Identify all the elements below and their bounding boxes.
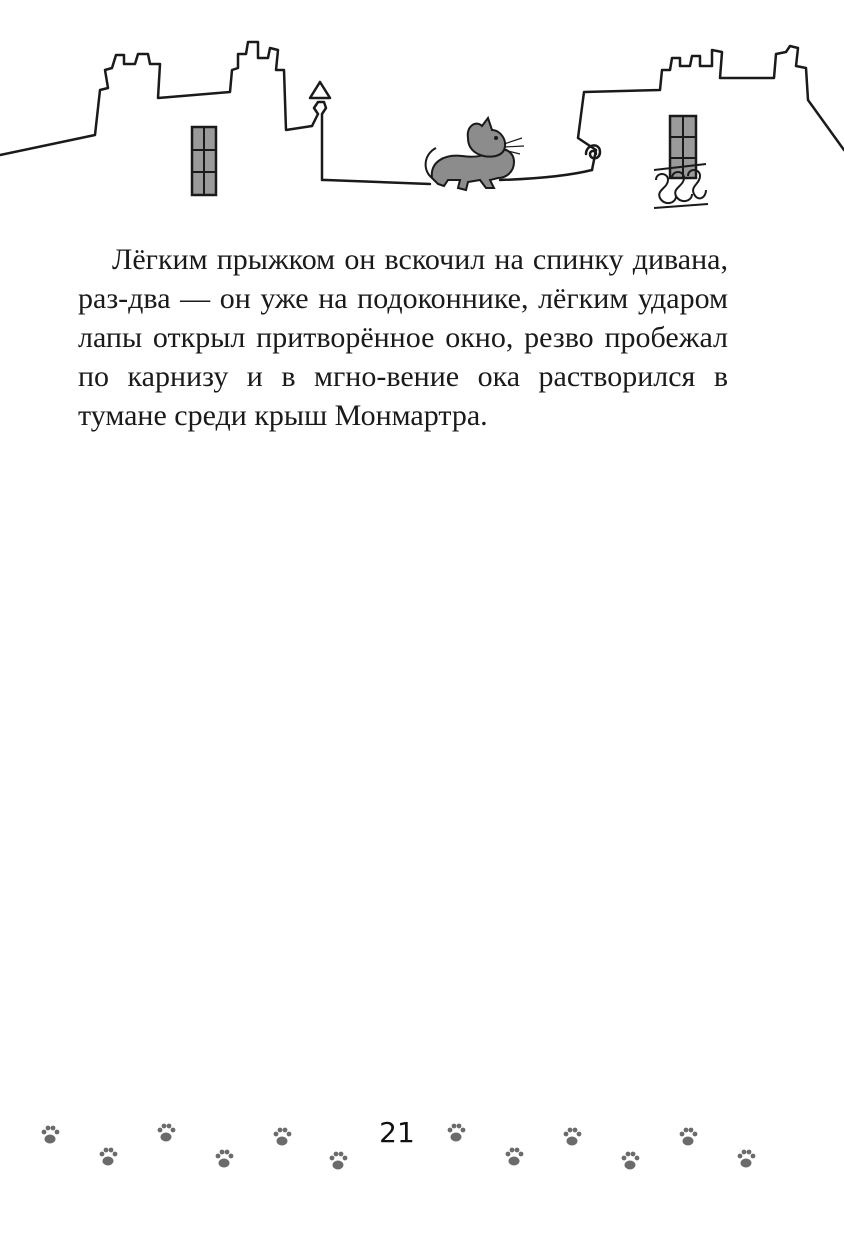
paw-print-icon [506,1148,524,1166]
paw-print-icon [330,1152,348,1170]
window-icon [192,127,216,195]
paw-prints-footer [0,1110,844,1190]
body-paragraph: Лёгким прыжком он вскочил на спинку дивана, раз-два — он уже на подоконнике, лёгким ударом лапы открыл притворённое окно, резво пробежал по карнизу и в мгно-вение ока растворился в тумане среди крыш Монмартра. [78,243,728,432]
paw-print-icon [158,1124,176,1142]
paw-print-icon [274,1128,292,1146]
paw-print-icon [622,1152,640,1170]
page-number: 21 [379,1116,415,1149]
rooftops-illustration [0,30,844,230]
paw-print-icon [448,1124,466,1142]
paw-print-icon [42,1126,60,1144]
paw-print-icon [216,1150,234,1168]
right-building-outline [578,46,844,170]
chimney-icon [312,102,326,180]
paw-print-icon [100,1148,118,1166]
paw-print-icon [680,1128,698,1146]
left-building-outline [0,42,312,155]
paw-print-icon [738,1150,756,1168]
wire-line [326,180,430,184]
paw-print-icon [564,1128,582,1146]
